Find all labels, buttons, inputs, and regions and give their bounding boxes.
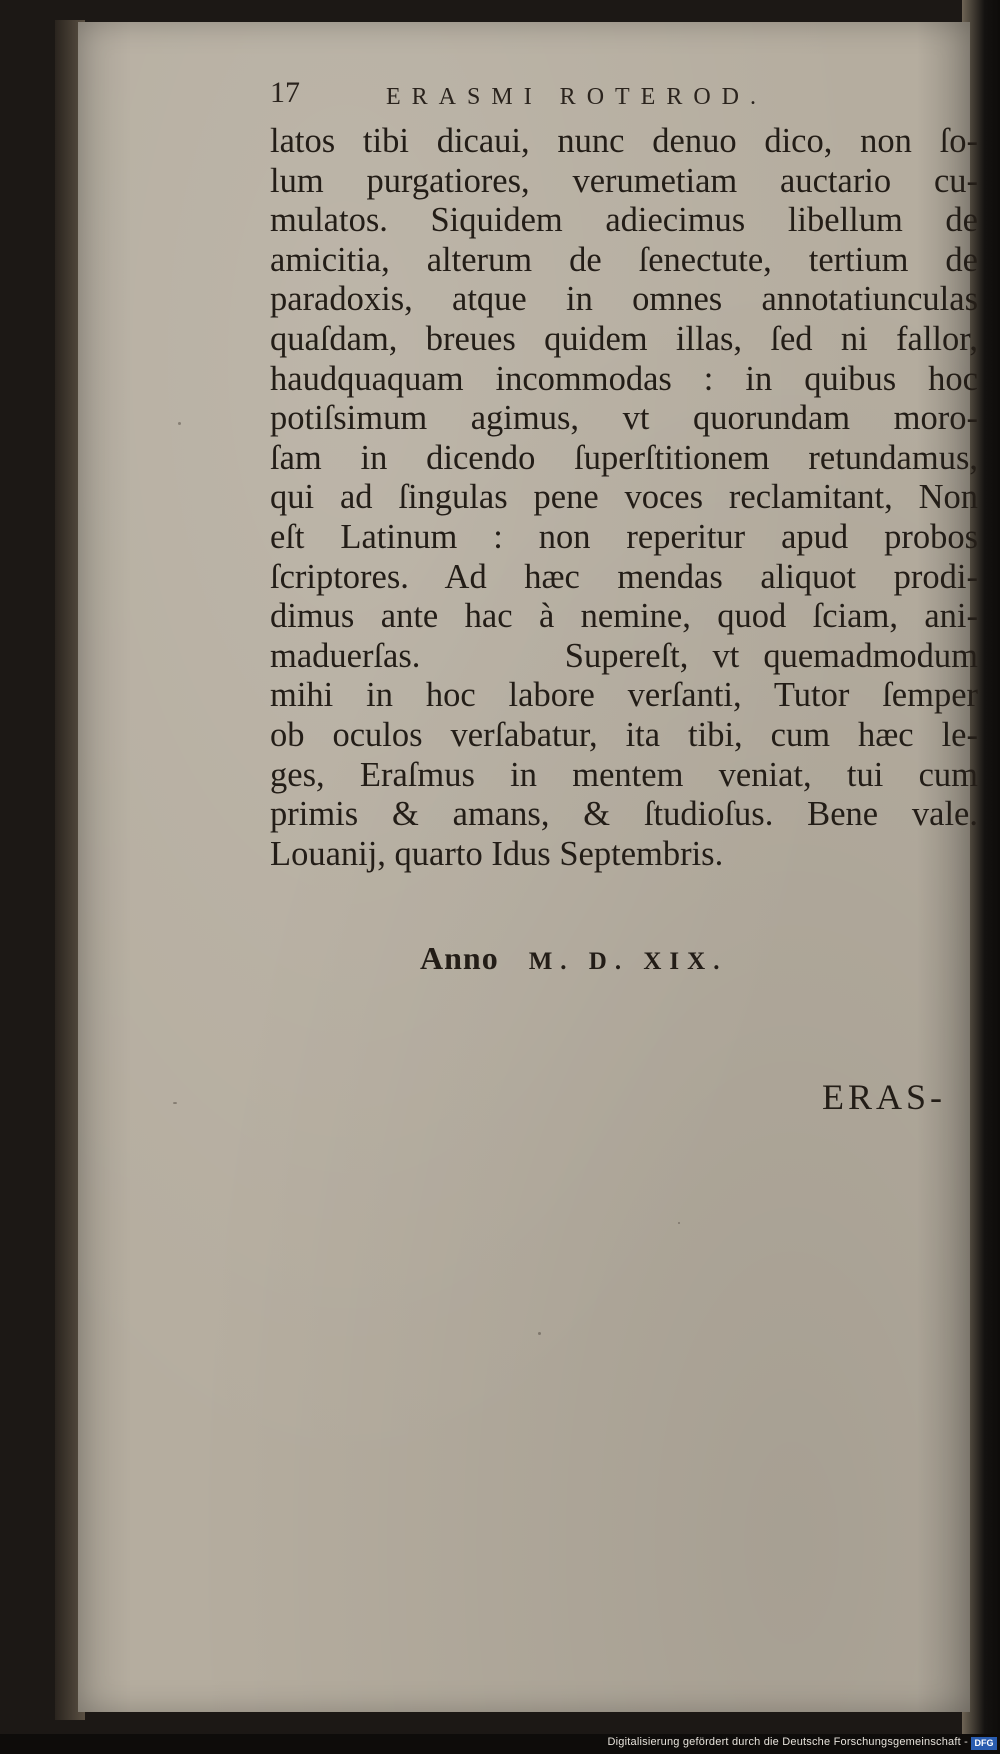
date-word: Anno: [420, 940, 499, 976]
dfg-logo: DFG: [971, 1737, 997, 1750]
text-line: mihi in hoc labore verſanti, Tutor ſemper: [270, 676, 978, 715]
text-line: amicitia, alterum de ſenectute, tertium de: [270, 240, 978, 279]
text-line: ges, Eraſmus in mentem veniat, tui cum: [270, 755, 978, 794]
page-number: 17: [270, 76, 300, 109]
body-text: [270, 122, 978, 874]
text-line: lum purgatiores, verumetiam auctario cu-: [270, 161, 978, 200]
paper-speck: [173, 1102, 177, 1104]
text-line: mulatos. Siquidem adiecimus libellum de: [270, 201, 978, 240]
text-line: quaſdam, breues quidem illas, ſed ni fallor,: [270, 319, 978, 358]
text-line: paradoxis, atque in omnes annotatiunculas: [270, 280, 978, 319]
text-line: Louanij, quarto Idus Septembris.: [270, 834, 724, 873]
digitization-note: Digitalisierung gefördert durch die Deutsche Forschungsgemeinschaft -: [607, 1736, 968, 1748]
text-line: ſam in dicendo ſuperſtitionem retundamus,: [270, 438, 978, 477]
text-line: haudquaquam incommodas : in quibus hoc: [270, 359, 978, 398]
text-line: maduerſas. Supereſt, vt quemadmodum: [270, 636, 978, 675]
text-line: ob oculos verſabatur, ita tibi, cum hæc le-: [270, 715, 978, 754]
running-title: ERASMI ROTEROD.: [386, 84, 768, 110]
text-line: primis & amans, & ſtudioſus. Bene vale.: [270, 795, 978, 834]
paper-speck: [678, 1222, 680, 1224]
text-line: potiſsimum agimus, vt quorundam moro-: [270, 399, 978, 438]
paper-speck: [538, 1332, 541, 1335]
text-line: qui ad ſingulas pene voces reclamitant, Non: [270, 478, 978, 517]
paper-speck: [178, 422, 181, 425]
text-line: dimus ante hac à nemine, quod ſciam, ani-: [270, 597, 978, 636]
text-line: latos tibi dicaui, nunc denuo dico, non ſo-: [270, 122, 978, 160]
catchword: ERAS-: [822, 1077, 947, 1117]
text-line: eſt Latinum : non reperitur apud probos: [270, 517, 978, 556]
text-line: ſcriptores. Ad hæc mendas aliquot prodi-: [270, 557, 978, 596]
date-line: [420, 940, 727, 977]
date-roman-year: M. D. XIX.: [528, 948, 728, 975]
